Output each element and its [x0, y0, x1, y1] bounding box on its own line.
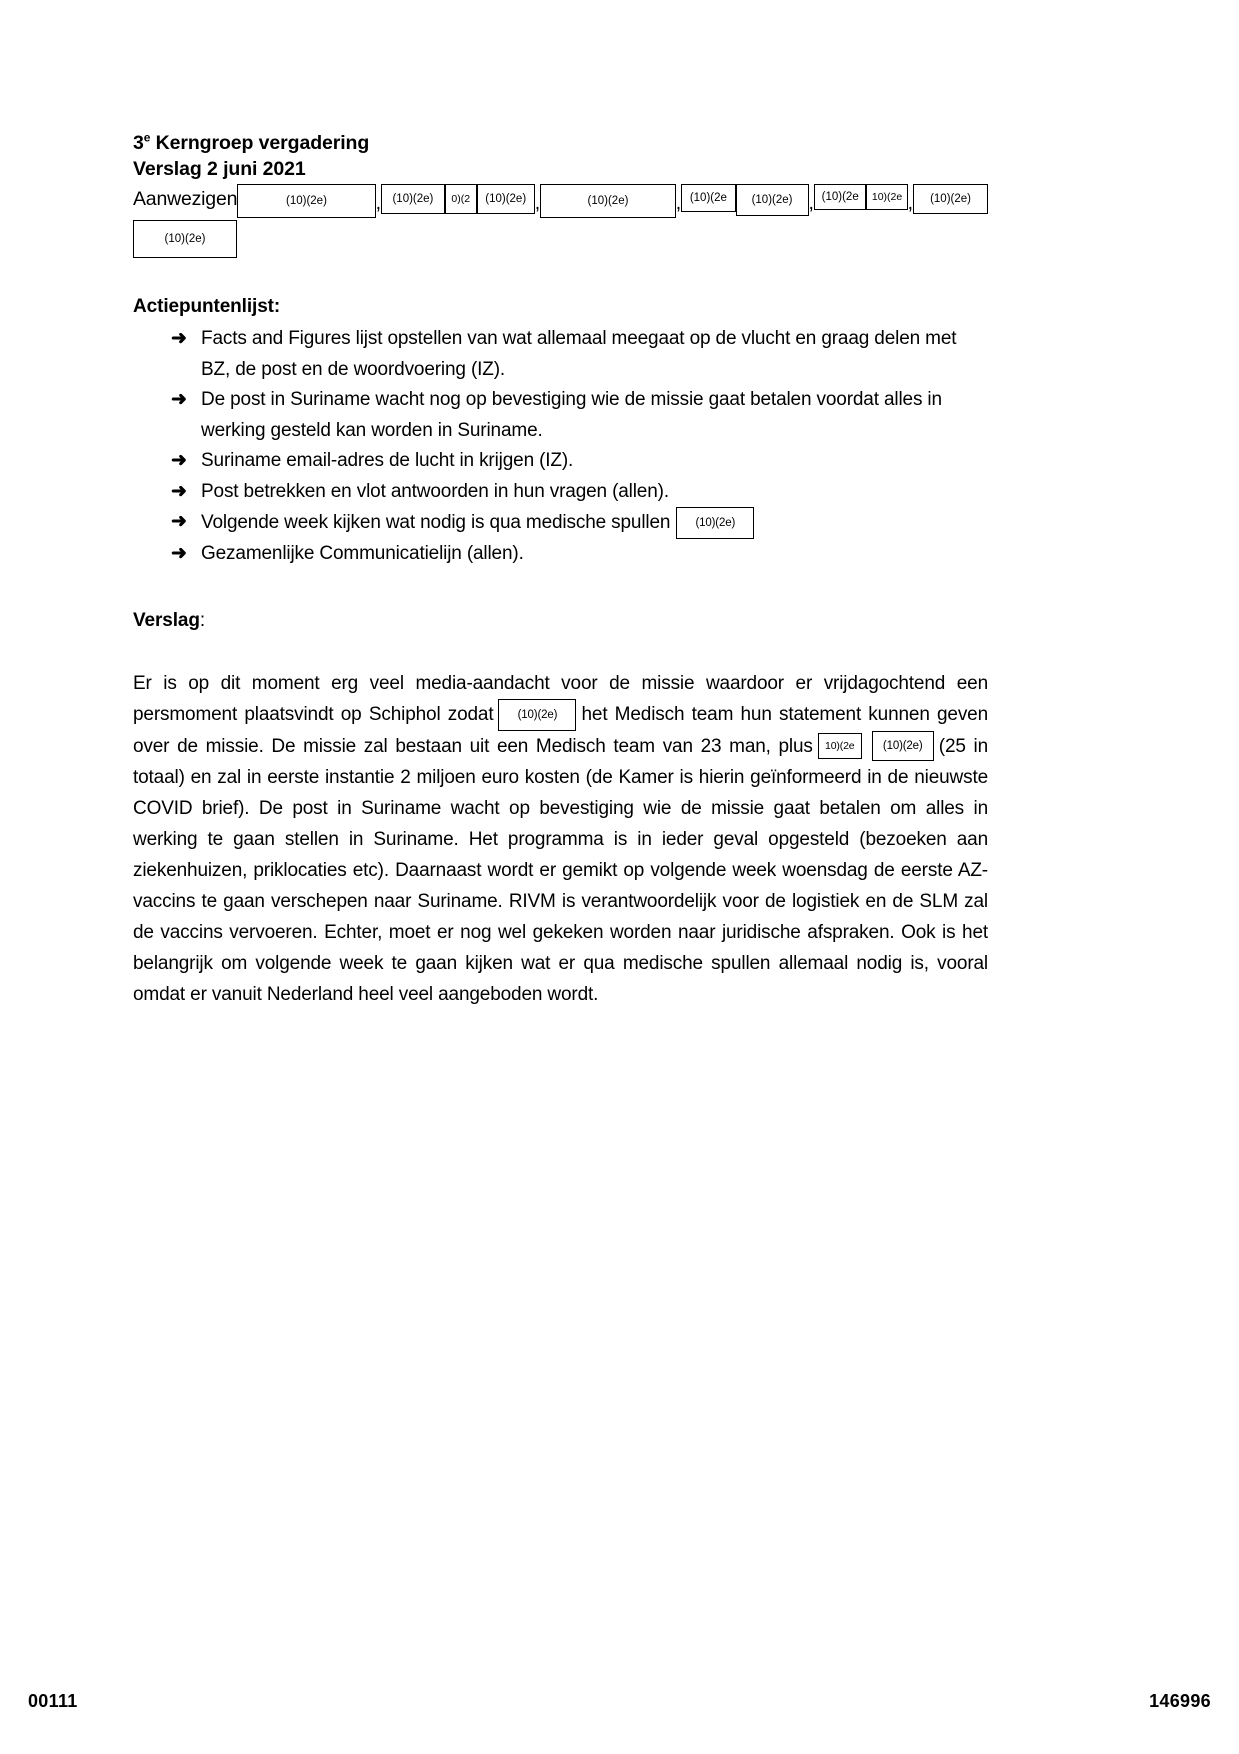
report-heading-colon: :	[199, 609, 206, 631]
document-subtitle: Verslag 2 juni 2021	[133, 158, 306, 180]
redaction-box: 10)(2e	[866, 184, 907, 210]
action-list-item	[133, 539, 988, 570]
redaction-box: (10)(2e)	[540, 184, 676, 218]
action-list	[133, 324, 988, 570]
report-paragraph-part-3: (25 in totaal) en zal in eerste instantie 2 miljoen euro kosten (de Kamer is hierin geïnformeerd in de nieuwste COVID brief). De post in Suriname wacht op bevestiging wie de missie gaat betalen om alles in werking te gaan stellen in Suriname. Het programma is in ieder geval opgesteld (bezoeken aan ziekenhuizen, priklocaties etc). Daarnaast wordt er gemikt op volgende week woensdag de eerste AZ-vaccins te gaan verschepen naar Suriname. RIVM is verantwoordelijk voor de logistiek en de SLM zal de vaccins vervoeren. Echter, moet er nog wel gekeken worden naar juridische afspraken. Ook is het belangrijk om volgende week te gaan kijken wat er qua medische spullen allemaal nodig is, vooral omdat er vanuit Nederland heel veel aangeboden wordt.	[133, 735, 988, 1005]
redaction-box: (10)(2e)	[237, 184, 375, 218]
document-title-number: 3	[133, 132, 144, 154]
separator-comma: ,	[808, 192, 814, 214]
separator-comma: ,	[534, 192, 541, 214]
document-title-rest: Kerngroep vergadering	[150, 132, 370, 154]
report-heading-text: Verslag	[133, 609, 200, 631]
action-list-item-text: Post betrekken en vlot antwoorden in hun vragen (allen).	[201, 480, 669, 502]
redaction-box: 10)(2e	[818, 733, 862, 759]
arrow-right-icon: ➜	[171, 543, 187, 564]
separator-comma: ,	[675, 192, 682, 214]
arrow-right-icon: ➜	[171, 480, 187, 502]
action-list-item-text: Gezamenlijke Communicatielijn (allen).	[201, 543, 524, 564]
arrow-right-icon: ➜	[171, 511, 187, 532]
attendees-block	[133, 184, 988, 258]
redaction-box: (10)(2e)	[133, 220, 237, 258]
redaction-box: (10)(2e)	[477, 184, 535, 214]
report-paragraph	[133, 668, 988, 1010]
action-list-item	[133, 385, 988, 446]
redaction-box: (10)(2e)	[913, 184, 988, 214]
redaction-box: (10)(2e)	[736, 184, 809, 216]
arrow-right-icon: ➜	[171, 328, 187, 349]
action-list-item-text: Facts and Figures lijst opstellen van wat allemaal meegaat op de vlucht en graag delen met BZ, de post en de woordvoering (IZ).	[201, 328, 957, 380]
action-list-item-text: Volgende week kijken wat nodig is qua medische spullen	[201, 512, 671, 534]
attendees-label: Aanwezigen	[133, 188, 238, 210]
report-heading	[133, 610, 988, 632]
document-title	[133, 130, 988, 156]
redaction-box: (10)(2e)	[381, 184, 445, 214]
action-list-item-text: De post in Suriname wacht nog op bevestiging wie de missie gaat betalen voordat alles in werking gesteld kan worden in Suriname.	[201, 389, 942, 441]
footer-document-id-right: 146996	[1149, 1691, 1211, 1711]
redaction-box: (10)(2e	[814, 184, 866, 210]
attendees-row-2	[133, 220, 988, 258]
arrow-right-icon: ➜	[171, 450, 187, 471]
separator-comma: ,	[907, 192, 914, 214]
action-list-item	[133, 446, 988, 477]
footer-page-number-left: 00111	[28, 1691, 78, 1711]
action-list-item	[133, 507, 988, 539]
redaction-box: (10)(2e	[681, 184, 735, 212]
redaction-box: (10)(2e)	[676, 507, 754, 539]
action-list-item	[133, 324, 988, 385]
redaction-box: 0)(2	[445, 184, 477, 214]
report-paragraph-part-1: Er is op dit moment erg veel media-aandacht voor de missie waardoor er vrijdagochtend een persmoment plaatsvindt op Schiphol zodat	[133, 672, 988, 725]
report-paragraph-part-2: het Medisch team hun statement kunnen geven over de missie. De missie zal bestaan uit een Medisch team van 23 man, plus	[133, 703, 988, 757]
action-list-item-text: Suriname email-adres de lucht in krijgen (IZ).	[201, 450, 574, 471]
attendees-row-1	[133, 184, 988, 218]
document-content	[133, 130, 988, 1010]
action-list-item	[133, 477, 988, 508]
arrow-right-icon: ➜	[171, 389, 187, 410]
redaction-box: (10)(2e)	[872, 731, 934, 761]
redaction-box: (10)(2e)	[498, 699, 576, 731]
document-title-ordinal-suffix: e	[143, 130, 151, 145]
separator-comma: ,	[375, 192, 382, 214]
action-list-heading: Actiepuntenlijst:	[133, 296, 281, 317]
